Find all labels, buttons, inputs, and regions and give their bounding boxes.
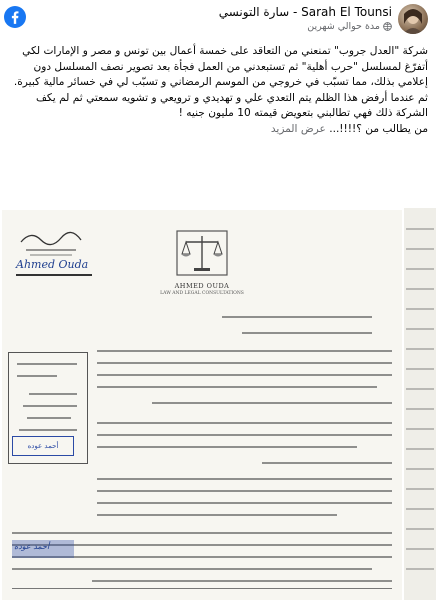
post-images[interactable]	[0, 208, 436, 600]
post-last-line	[8, 122, 428, 138]
see-more-link[interactable]: عرض المزيد	[270, 122, 326, 135]
letterhead-signature-icon	[16, 222, 86, 262]
post-header	[0, 0, 436, 40]
logo-subcaption: LAW AND LEGAL CONSULTATIONS	[160, 291, 244, 296]
post-paragraph-1: شركة "العدل جروب" تمنعني من التعاقد على خمسة أعمال بين تونس و مصر و الإمارات لكي أتفرّغ لمسلسل "حرب أهلية" ثم تستبعدني من العمل فجأة بعد تصوير نصف المسلسل دون إعلامي بذلك، مما تسبّب في خروجي من الموسم الرمضاني و تسبّب لي في خسائر مالية كبيرة.	[13, 45, 428, 89]
post-paragraph-2: ثم عندما أرفض هذا الظلم يتم التعدي علي و تهديدي و ترويعي و تشويه سمعتي ثم لم يكف الشركة ذلك فهي تطالبني بتعويض قيمته 10 مليون جنيه !	[35, 91, 428, 120]
document-image-main[interactable]	[2, 210, 402, 600]
globe-icon	[383, 22, 392, 31]
document-stamp: أحمد عوده	[12, 436, 74, 456]
post-question: من يطالب من ؟!!!!...	[329, 122, 428, 135]
bottom-stamp-text: أحمد عوده	[14, 542, 50, 551]
post-meta	[307, 21, 392, 32]
post-body	[8, 44, 428, 138]
post-timestamp[interactable]: مدة حوالي شهرين	[307, 21, 380, 32]
scales-of-justice-icon	[174, 228, 230, 278]
facebook-logo-icon[interactable]	[4, 6, 26, 28]
logo-caption: AHMED OUDA	[174, 282, 230, 290]
author-name[interactable]: Sarah El Tounsi - سارة التونسي	[218, 5, 392, 19]
avatar[interactable]	[398, 4, 428, 34]
signature-text: Ahmed Ouda	[16, 258, 89, 271]
document-image-secondary[interactable]	[404, 208, 436, 600]
